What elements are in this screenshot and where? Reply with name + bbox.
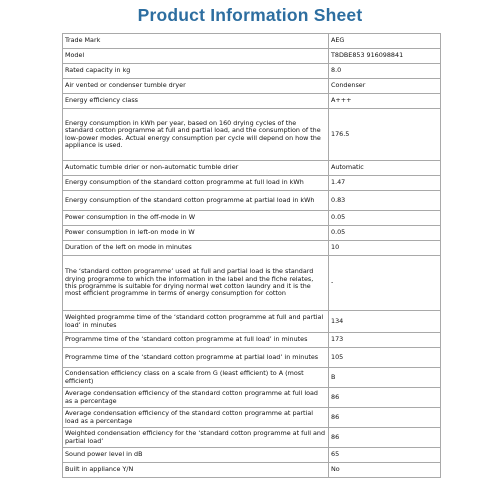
table-row — [63, 94, 441, 109]
table-row — [63, 79, 441, 94]
table-row — [63, 49, 441, 64]
row-value: 86 — [329, 408, 441, 428]
table-row — [63, 176, 441, 191]
row-label: Energy efficiency class — [63, 94, 329, 109]
row-label: Power consumption in left-on mode in W — [63, 226, 329, 241]
row-label: Average condensation efficiency of the standard cotton programme at full load as a percentage — [63, 388, 329, 408]
product-info-table — [62, 33, 441, 478]
row-label: Energy consumption of the standard cotton programme at partial load in kWh — [63, 191, 329, 211]
row-label: Weighted condensation efficiency for the ‘standard cotton programme at full and partial load’ — [63, 428, 329, 448]
table-row — [63, 211, 441, 226]
row-label: Energy consumption of the standard cotton programme at full load in kWh — [63, 176, 329, 191]
table-row — [63, 64, 441, 79]
table-row — [63, 448, 441, 463]
row-label: Sound power level in dB — [63, 448, 329, 463]
table-row — [63, 311, 441, 333]
table-row — [63, 428, 441, 448]
row-label: Energy consumption in kWh per year, based on 160 drying cycles of the standard cotton programme at full and partial load, and the consumption of the low-power modes. Actual energy consumption per cycle will depend on how the appliance is used. — [63, 109, 329, 161]
row-value: Condenser — [329, 79, 441, 94]
row-label: Rated capacity in kg — [63, 64, 329, 79]
table-row — [63, 463, 441, 478]
table-row — [63, 388, 441, 408]
row-label: Weighted programme time of the ‘standard cotton programme at full and partial load’ in minutes — [63, 311, 329, 333]
row-value: 0.05 — [329, 226, 441, 241]
table-row — [63, 408, 441, 428]
row-label: Duration of the left on mode in minutes — [63, 241, 329, 256]
table-row — [63, 34, 441, 49]
row-value: AEG — [329, 34, 441, 49]
row-label: Trade Mark — [63, 34, 329, 49]
table-row — [63, 109, 441, 161]
page-title: Product Information Sheet — [137, 5, 363, 25]
row-value: 105 — [329, 348, 441, 368]
row-value: 86 — [329, 428, 441, 448]
table-row — [63, 226, 441, 241]
row-label: Model — [63, 49, 329, 64]
row-value: No — [329, 463, 441, 478]
row-value: - — [329, 256, 441, 311]
table-row — [63, 333, 441, 348]
row-value: 134 — [329, 311, 441, 333]
row-value: 8.0 — [329, 64, 441, 79]
product-info-table-body — [63, 34, 441, 478]
table-row — [63, 161, 441, 176]
row-value: 173 — [329, 333, 441, 348]
row-label: Average condensation efficiency of the standard cotton programme at partial load as a percentage — [63, 408, 329, 428]
row-label: The ‘standard cotton programme’ used at full and partial load is the standard drying programme to which the information in the label and the fiche relates, this programme is suitable for drying normal wet cotton laundry and it is the most efficient programme in terms of energy consumption for cotton — [63, 256, 329, 311]
table-row — [63, 256, 441, 311]
row-value: Automatic — [329, 161, 441, 176]
row-value: 10 — [329, 241, 441, 256]
row-label: Programme time of the ‘standard cotton programme at partial load’ in minutes — [63, 348, 329, 368]
row-value: 0.05 — [329, 211, 441, 226]
row-label: Built in appliance Y/N — [63, 463, 329, 478]
row-label: Programme time of the ‘standard cotton programme at full load’ in minutes — [63, 333, 329, 348]
row-value: 176.5 — [329, 109, 441, 161]
row-value: B — [329, 368, 441, 388]
row-value: 86 — [329, 388, 441, 408]
row-value: T8DBE853 916098841 — [329, 49, 441, 64]
row-value: 65 — [329, 448, 441, 463]
table-row — [63, 241, 441, 256]
row-label: Condensation efficiency class on a scale from G (least efficient) to A (most efficient) — [63, 368, 329, 388]
row-value: A+++ — [329, 94, 441, 109]
table-row — [63, 368, 441, 388]
table-row — [63, 191, 441, 211]
row-value: 1.47 — [329, 176, 441, 191]
row-label: Automatic tumble drier or non-automatic tumble drier — [63, 161, 329, 176]
row-value: 0.83 — [329, 191, 441, 211]
table-row — [63, 348, 441, 368]
row-label: Air vented or condenser tumble dryer — [63, 79, 329, 94]
row-label: Power consumption in the off-mode in W — [63, 211, 329, 226]
